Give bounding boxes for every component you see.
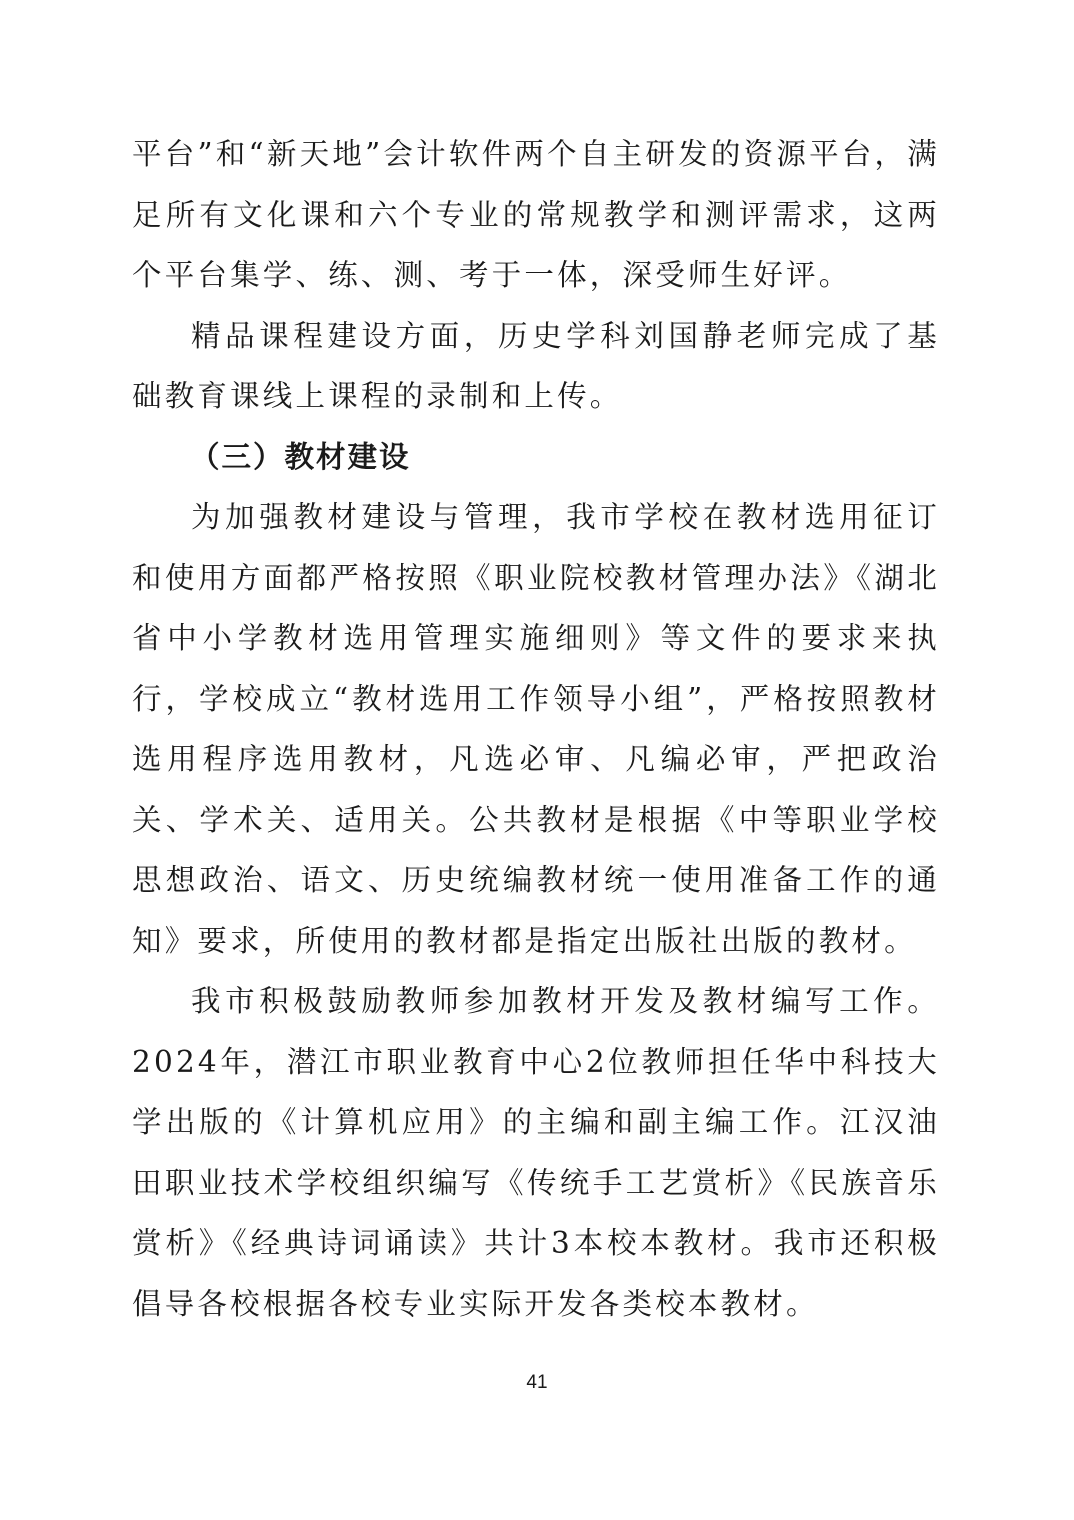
- paragraph-quality-courses: 精品课程建设方面，历史学科刘国静老师完成了基础教育课线上课程的录制和上传。: [132, 318, 940, 413]
- paragraph-continuation: 平台”和“新天地”会计软件两个自主研发的资源平台，满足所有文化课和六个专业的常规教学和测评需求，这两个平台集学、练、测、考于一体，深受师生好评。: [132, 137, 940, 292]
- paragraph-textbook-management: 为加强教材建设与管理，我市学校在教材选用征订和使用方面都严格按照《职业院校教材管理办法》《湖北省中小学教材选用管理实施细则》等文件的要求来执行，学校成立“教材选用工作领导小组”，严格按照教材选用程序选用教材，凡选必审、凡编必审，严把政治关、学术关、适用关。公共教材是根据《中等职业学校思想政治、语文、历史统编教材统一使用准备工作的通知》要求，所使用的教材都是指定出版社出版的教材。: [132, 500, 940, 958]
- section-heading-textbook-construction: （三）教材建设: [190, 439, 411, 474]
- paragraph-textbook-development: 我市积极鼓励教师参加教材开发及教材编写工作。2024年，潜江市职业教育中心2位教师担任华中科技大学出版的《计算机应用》的主编和副主编工作。江汉油田职业技术学校组织编写《传统手工艺赏析》《民族音乐赏析》《经典诗词诵读》共计3本校本教材。我市还积极倡导各校根据各校专业实际开发各类校本教材。: [132, 984, 940, 1321]
- page-number: 41: [526, 1372, 548, 1393]
- document-body: [132, 124, 940, 1334]
